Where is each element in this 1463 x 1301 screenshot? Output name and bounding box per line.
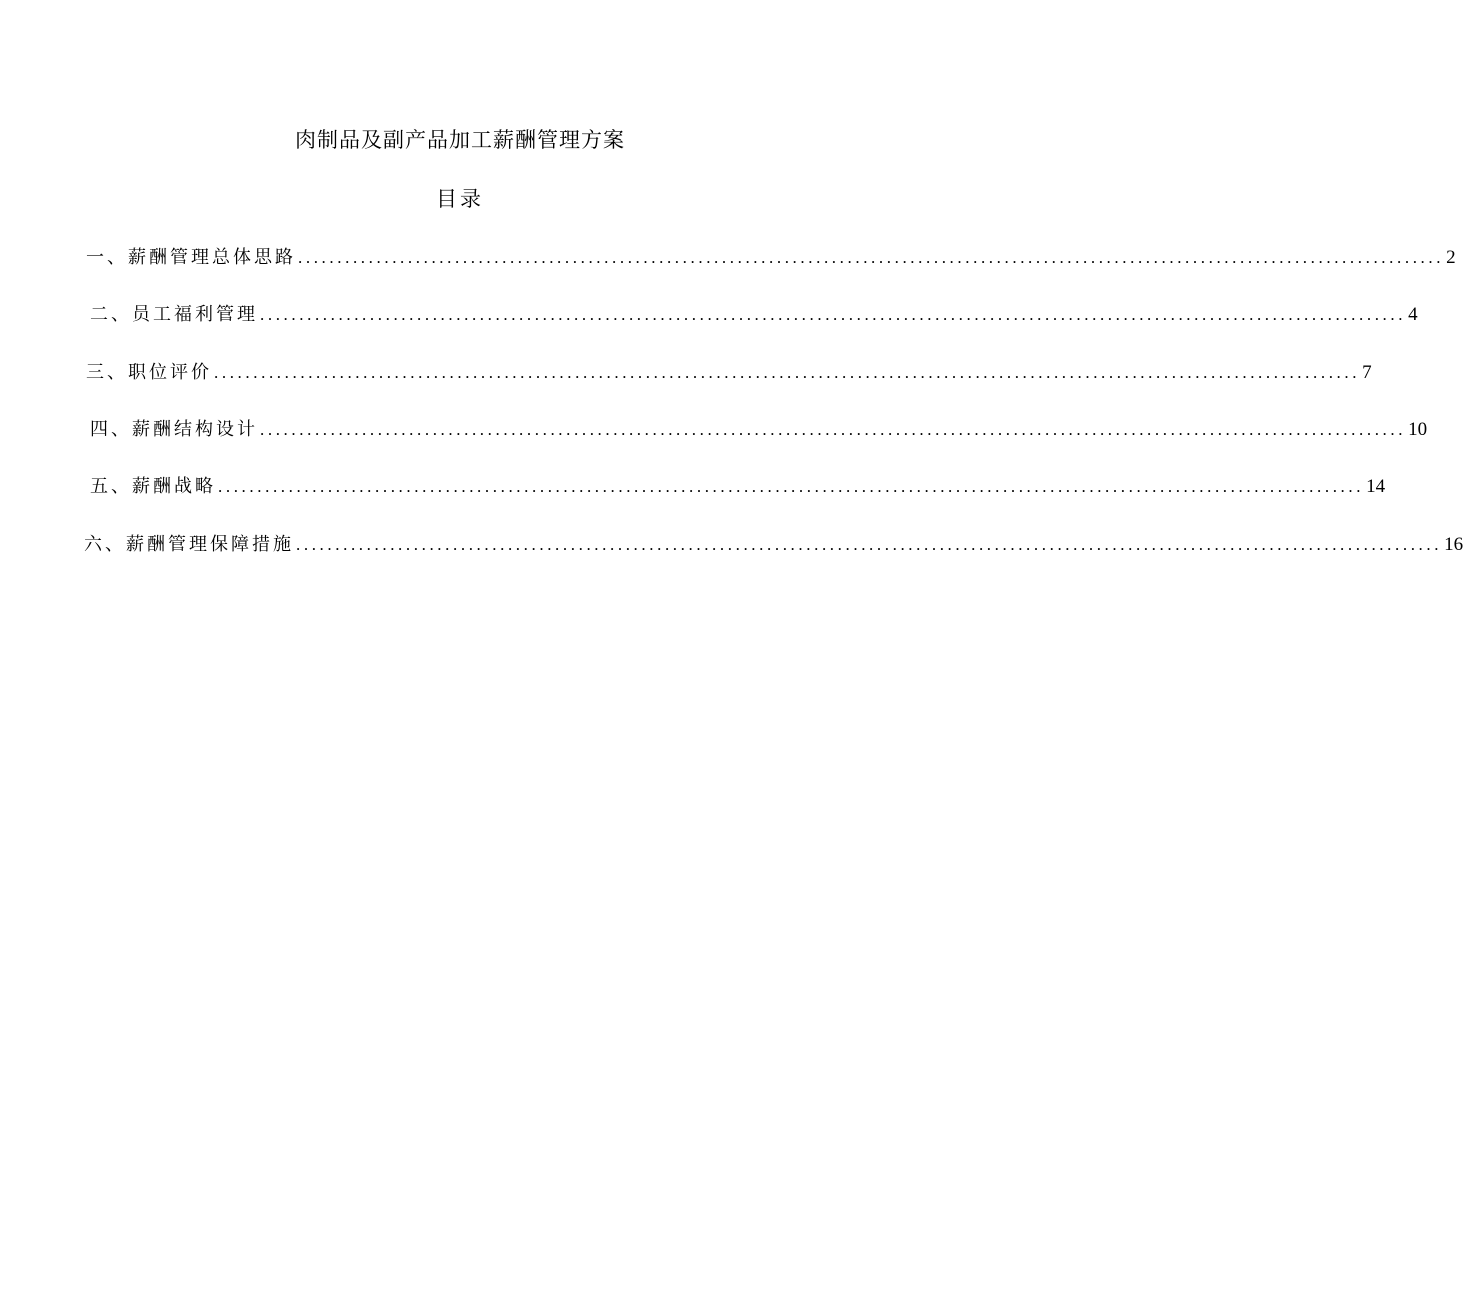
toc-entry-label: 一、薪酬管理总体思路 xyxy=(86,247,296,268)
toc-entry-label: 五、薪酬战略 xyxy=(90,476,216,497)
toc-dot-leader: .................................................................................................................................................. xyxy=(296,535,1443,554)
toc-entry-page: 10 xyxy=(1408,419,1428,440)
toc-dot-leader: .................................................................................................................................................. xyxy=(260,305,1407,324)
toc-dot-leader: .................................................................................................................................................. xyxy=(298,248,1445,267)
toc-entry-page: 16 xyxy=(1444,534,1463,555)
toc-dot-leader: .................................................................................................................................................. xyxy=(218,477,1365,496)
toc-entry-page: 14 xyxy=(1366,476,1386,497)
toc-dot-leader: .................................................................................................................................................. xyxy=(260,420,1407,439)
toc-dot-leader: .................................................................................................................................................. xyxy=(214,363,1361,382)
toc-entry[interactable] xyxy=(84,530,1463,560)
document-title: 肉制品及副产品加工薪酬管理方案 xyxy=(295,128,625,152)
toc-entry[interactable] xyxy=(90,415,1428,445)
toc-entry-page: 7 xyxy=(1362,362,1372,383)
toc-entry-label: 四、薪酬结构设计 xyxy=(90,419,258,440)
toc-entry[interactable] xyxy=(90,300,1418,330)
toc-entry-page: 2 xyxy=(1446,247,1456,268)
table-of-contents xyxy=(0,0,1463,600)
toc-entry-page: 4 xyxy=(1408,304,1418,325)
toc-entry[interactable] xyxy=(86,243,1456,273)
toc-entry[interactable] xyxy=(86,358,1372,388)
toc-entry-label: 三、职位评价 xyxy=(86,362,212,383)
toc-entry-label: 六、薪酬管理保障措施 xyxy=(84,534,294,555)
toc-entry[interactable] xyxy=(90,472,1386,502)
toc-heading: 目录 xyxy=(436,187,484,211)
toc-entry-label: 二、员工福利管理 xyxy=(90,304,258,325)
